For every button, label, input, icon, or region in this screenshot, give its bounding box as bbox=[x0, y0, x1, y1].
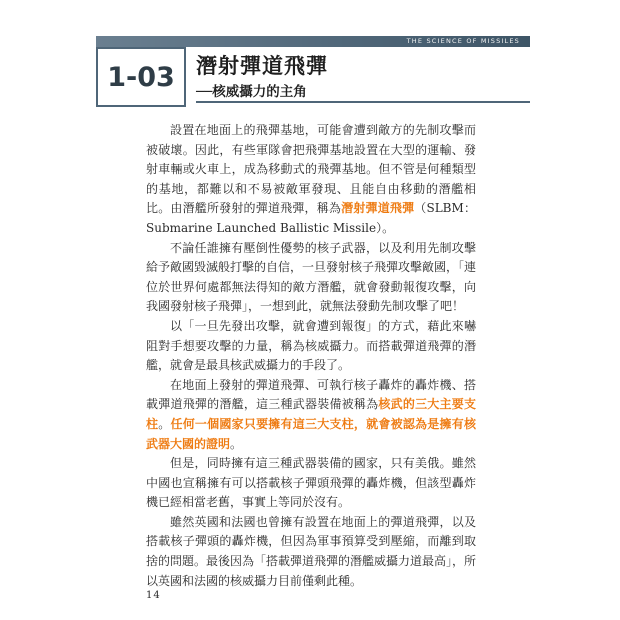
highlighted-text: 核武的三大主要支柱 bbox=[146, 397, 476, 431]
highlighted-text: 任何一個國家只要擁有這三大支柱，就會被認為是擁有核武器大國的證明 bbox=[146, 416, 476, 451]
text-run: 設置在地面上的飛彈基地，可能會遭到敵方的先制攻擊而被破壞。因此，有些軍隊會把飛彈基地設置在大型的運輸、發射車輛或火車上，成為移動式的飛彈基地。但不管是何種類型的基地，都難以和不易被敵軍發現、且能自由移動的潛艦相比。由潛艦所發射的彈道飛彈，稱為 bbox=[146, 123, 476, 216]
body-text bbox=[146, 121, 476, 591]
text-run: （SLBM：Submarine Launched Ballistic Missile）。 bbox=[146, 201, 476, 235]
header-band bbox=[96, 36, 530, 47]
series-label: THE SCIENCE OF MISSILES bbox=[406, 37, 520, 45]
text-run: 不論任誰擁有壓倒性優勢的核子武器，以及利用先制攻擊給予敵國毀滅般打擊的自信，一旦發射核子飛彈攻擊敵國，「連位於世界何處都無法得知的敵方潛艦，就會發動報復攻擊，向我國發射核子飛彈」，一想到此，就無法發動先制攻擊了吧！ bbox=[146, 240, 477, 314]
text-run: 雖然英國和法國也曾擁有設置在地面上的彈道飛彈，以及搭載核子彈頭的轟炸機，但因為軍事預算受到壓縮，而離到取捨的問題。最後因為「搭載彈道飛彈的潛艦威攝力道最高」，所以英國和法國的核威攝力目前僅剩此種。 bbox=[146, 514, 477, 588]
paragraph bbox=[146, 376, 476, 454]
title-divider bbox=[196, 101, 530, 103]
paragraph bbox=[146, 454, 476, 513]
text-run: 。 bbox=[158, 416, 171, 431]
paragraph bbox=[146, 513, 476, 591]
text-run: 。 bbox=[230, 436, 243, 451]
text-run: 以「一旦先發出攻擊，就會遭到報復」的方式，藉此來嚇阻對手想要攻擊的力量，稱為核威攝力。而搭載彈道飛彈的潛艦，就會是最具核武威攝力的手段了。 bbox=[146, 318, 476, 373]
text-run: 但是，同時擁有這三種武器裝備的國家，只有美俄。雖然中國也宣稱擁有可以搭載核子彈頭飛彈的轟炸機，但該型轟炸機已經相當老舊，事實上等同於沒有。 bbox=[146, 456, 476, 510]
paragraph bbox=[146, 239, 476, 317]
paragraph bbox=[146, 121, 476, 239]
text-run: 在地面上發射的彈道飛彈、可執行核子轟炸的轟炸機、搭載彈道飛彈的潛艦，這三種武器裝備被稱為 bbox=[146, 377, 476, 412]
page-number: 14 bbox=[146, 590, 161, 601]
page-subtitle: ──核威攝力的主角 bbox=[196, 84, 307, 100]
chapter-number-box bbox=[96, 47, 186, 107]
page-title: 潛射彈道飛彈 bbox=[196, 54, 328, 78]
chapter-number: 1-03 bbox=[107, 61, 175, 93]
paragraph bbox=[146, 317, 476, 376]
highlighted-text: 潛射彈道飛彈 bbox=[341, 201, 415, 216]
